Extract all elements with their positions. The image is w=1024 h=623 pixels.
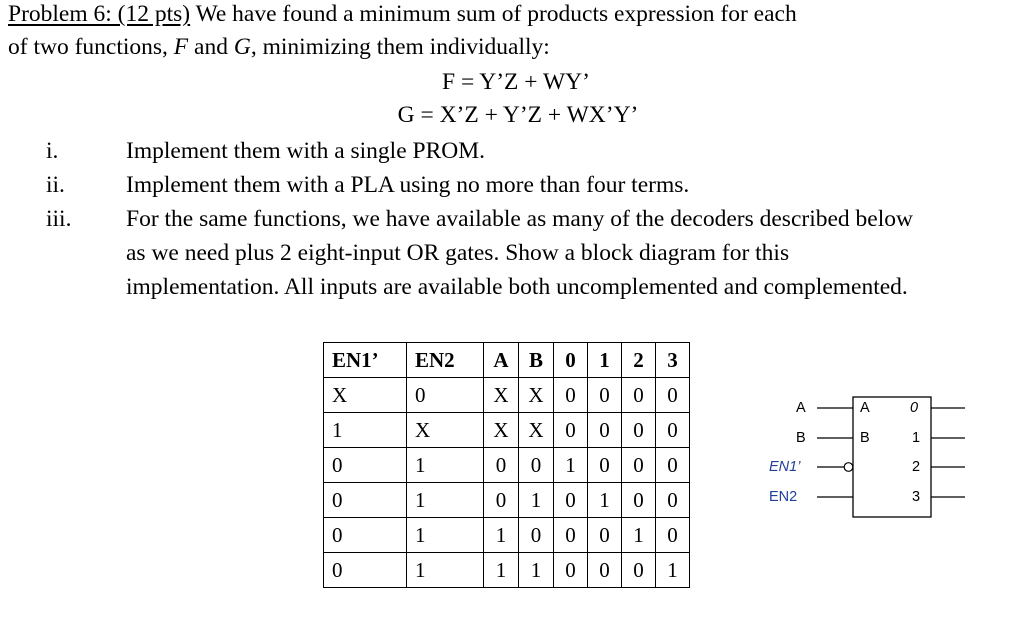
- col-header-2: 2: [622, 343, 656, 378]
- table-cell: 0: [484, 448, 519, 483]
- intro-text-b: and: [188, 34, 234, 60]
- col-header-1: 1: [588, 343, 622, 378]
- item-text-1: Implement them with a single PROM.: [126, 138, 485, 164]
- table-cell: 1: [622, 518, 656, 553]
- table-cell: 0: [324, 518, 407, 553]
- table-cell: 1: [407, 448, 484, 483]
- table-cell: 0: [622, 378, 656, 413]
- table-cell: X: [407, 413, 484, 448]
- function-f-name: F: [173, 34, 189, 60]
- problem-heading: Problem 6: (12 pts): [8, 1, 191, 27]
- table-cell: 0: [656, 448, 690, 483]
- table-cell: 1: [588, 483, 622, 518]
- table-cell: 0: [656, 378, 690, 413]
- table-cell: X: [484, 378, 519, 413]
- decoder-truth-table: [323, 342, 690, 588]
- item-text-3-line1: For the same functions, we have available as many of the decoders described below: [126, 206, 913, 232]
- table-cell: 0: [554, 483, 588, 518]
- input-label-b: B: [796, 430, 806, 446]
- item-number-2: ii.: [46, 172, 65, 198]
- table-row: [324, 413, 690, 448]
- input-label-a: A: [796, 400, 806, 416]
- table-cell: 0: [484, 483, 519, 518]
- intro-text-a: of two functions,: [8, 34, 174, 60]
- table-cell: 0: [622, 483, 656, 518]
- problem-header: [8, 3, 797, 27]
- table-cell: 0: [324, 483, 407, 518]
- table-cell: 1: [407, 553, 484, 588]
- table-cell: 1: [407, 483, 484, 518]
- table-row: [324, 378, 690, 413]
- table-cell: 0: [588, 518, 622, 553]
- table-cell: 1: [484, 518, 519, 553]
- input-label-en1: EN1’: [769, 459, 801, 475]
- item-text-2: Implement them with a PLA using no more than four terms.: [126, 172, 690, 198]
- table-row: [324, 483, 690, 518]
- output-label-0: 0: [910, 400, 919, 416]
- table-cell: 0: [554, 518, 588, 553]
- table-cell: 0: [324, 448, 407, 483]
- inversion-bubble-icon: [844, 463, 853, 472]
- table-cell: 0: [519, 518, 554, 553]
- table-cell: 0: [407, 378, 484, 413]
- function-g-name: G: [233, 34, 251, 60]
- table-cell: 1: [324, 413, 407, 448]
- table-row: [324, 553, 690, 588]
- table-cell: 0: [622, 553, 656, 588]
- table-cell: 0: [656, 518, 690, 553]
- table-cell: 1: [656, 553, 690, 588]
- table-cell: 1: [407, 518, 484, 553]
- item-text-3-line2: as we need plus 2 eight-input OR gates. Show a block diagram for this: [126, 240, 790, 266]
- item-number-3: iii.: [46, 206, 72, 232]
- table-cell: X: [519, 378, 554, 413]
- table-cell: 0: [622, 448, 656, 483]
- truth-table-header-row: [324, 343, 690, 378]
- table-cell: 0: [324, 553, 407, 588]
- table-cell: 1: [554, 448, 588, 483]
- table-cell: 1: [484, 553, 519, 588]
- intro-text-c: , minimizing them individually:: [250, 34, 550, 60]
- equation-f: F = Y’Z + WY’: [442, 69, 590, 95]
- table-cell: 1: [519, 553, 554, 588]
- table-cell: 0: [588, 448, 622, 483]
- table-cell: 1: [519, 483, 554, 518]
- col-header-a: A: [484, 343, 519, 378]
- output-label-1: 1: [912, 430, 921, 446]
- pin-label-b: B: [860, 430, 870, 446]
- output-label-2: 2: [912, 459, 921, 475]
- col-header-en2: EN2: [407, 343, 484, 378]
- output-label-3: 3: [912, 489, 921, 505]
- table-row: [324, 518, 690, 553]
- table-cell: 0: [588, 553, 622, 588]
- table-cell: 0: [622, 413, 656, 448]
- col-header-en1: EN1’: [324, 343, 407, 378]
- table-cell: X: [519, 413, 554, 448]
- input-label-en2: EN2: [769, 489, 798, 505]
- table-cell: X: [324, 378, 407, 413]
- table-cell: 0: [588, 378, 622, 413]
- col-header-b: B: [519, 343, 554, 378]
- table-cell: 0: [554, 413, 588, 448]
- pin-label-a: A: [860, 400, 870, 416]
- table-cell: X: [484, 413, 519, 448]
- problem-intro-line1: We have found a minimum sum of products expression for each: [190, 1, 797, 27]
- table-cell: 0: [554, 553, 588, 588]
- item-number-1: i.: [46, 138, 59, 164]
- table-cell: 0: [656, 413, 690, 448]
- table-cell: 0: [588, 413, 622, 448]
- table-cell: 0: [554, 378, 588, 413]
- table-cell: 0: [519, 448, 554, 483]
- col-header-3: 3: [656, 343, 690, 378]
- decoder-block-diagram: [760, 385, 960, 525]
- table-row: [324, 448, 690, 483]
- col-header-0: 0: [554, 343, 588, 378]
- item-text-3-line3: implementation. All inputs are available both uncomplemented and complemented.: [126, 274, 908, 300]
- equation-g: G = X’Z + Y’Z + WX’Y’: [397, 102, 639, 128]
- table-cell: 0: [656, 483, 690, 518]
- problem-intro-line2: [8, 36, 550, 60]
